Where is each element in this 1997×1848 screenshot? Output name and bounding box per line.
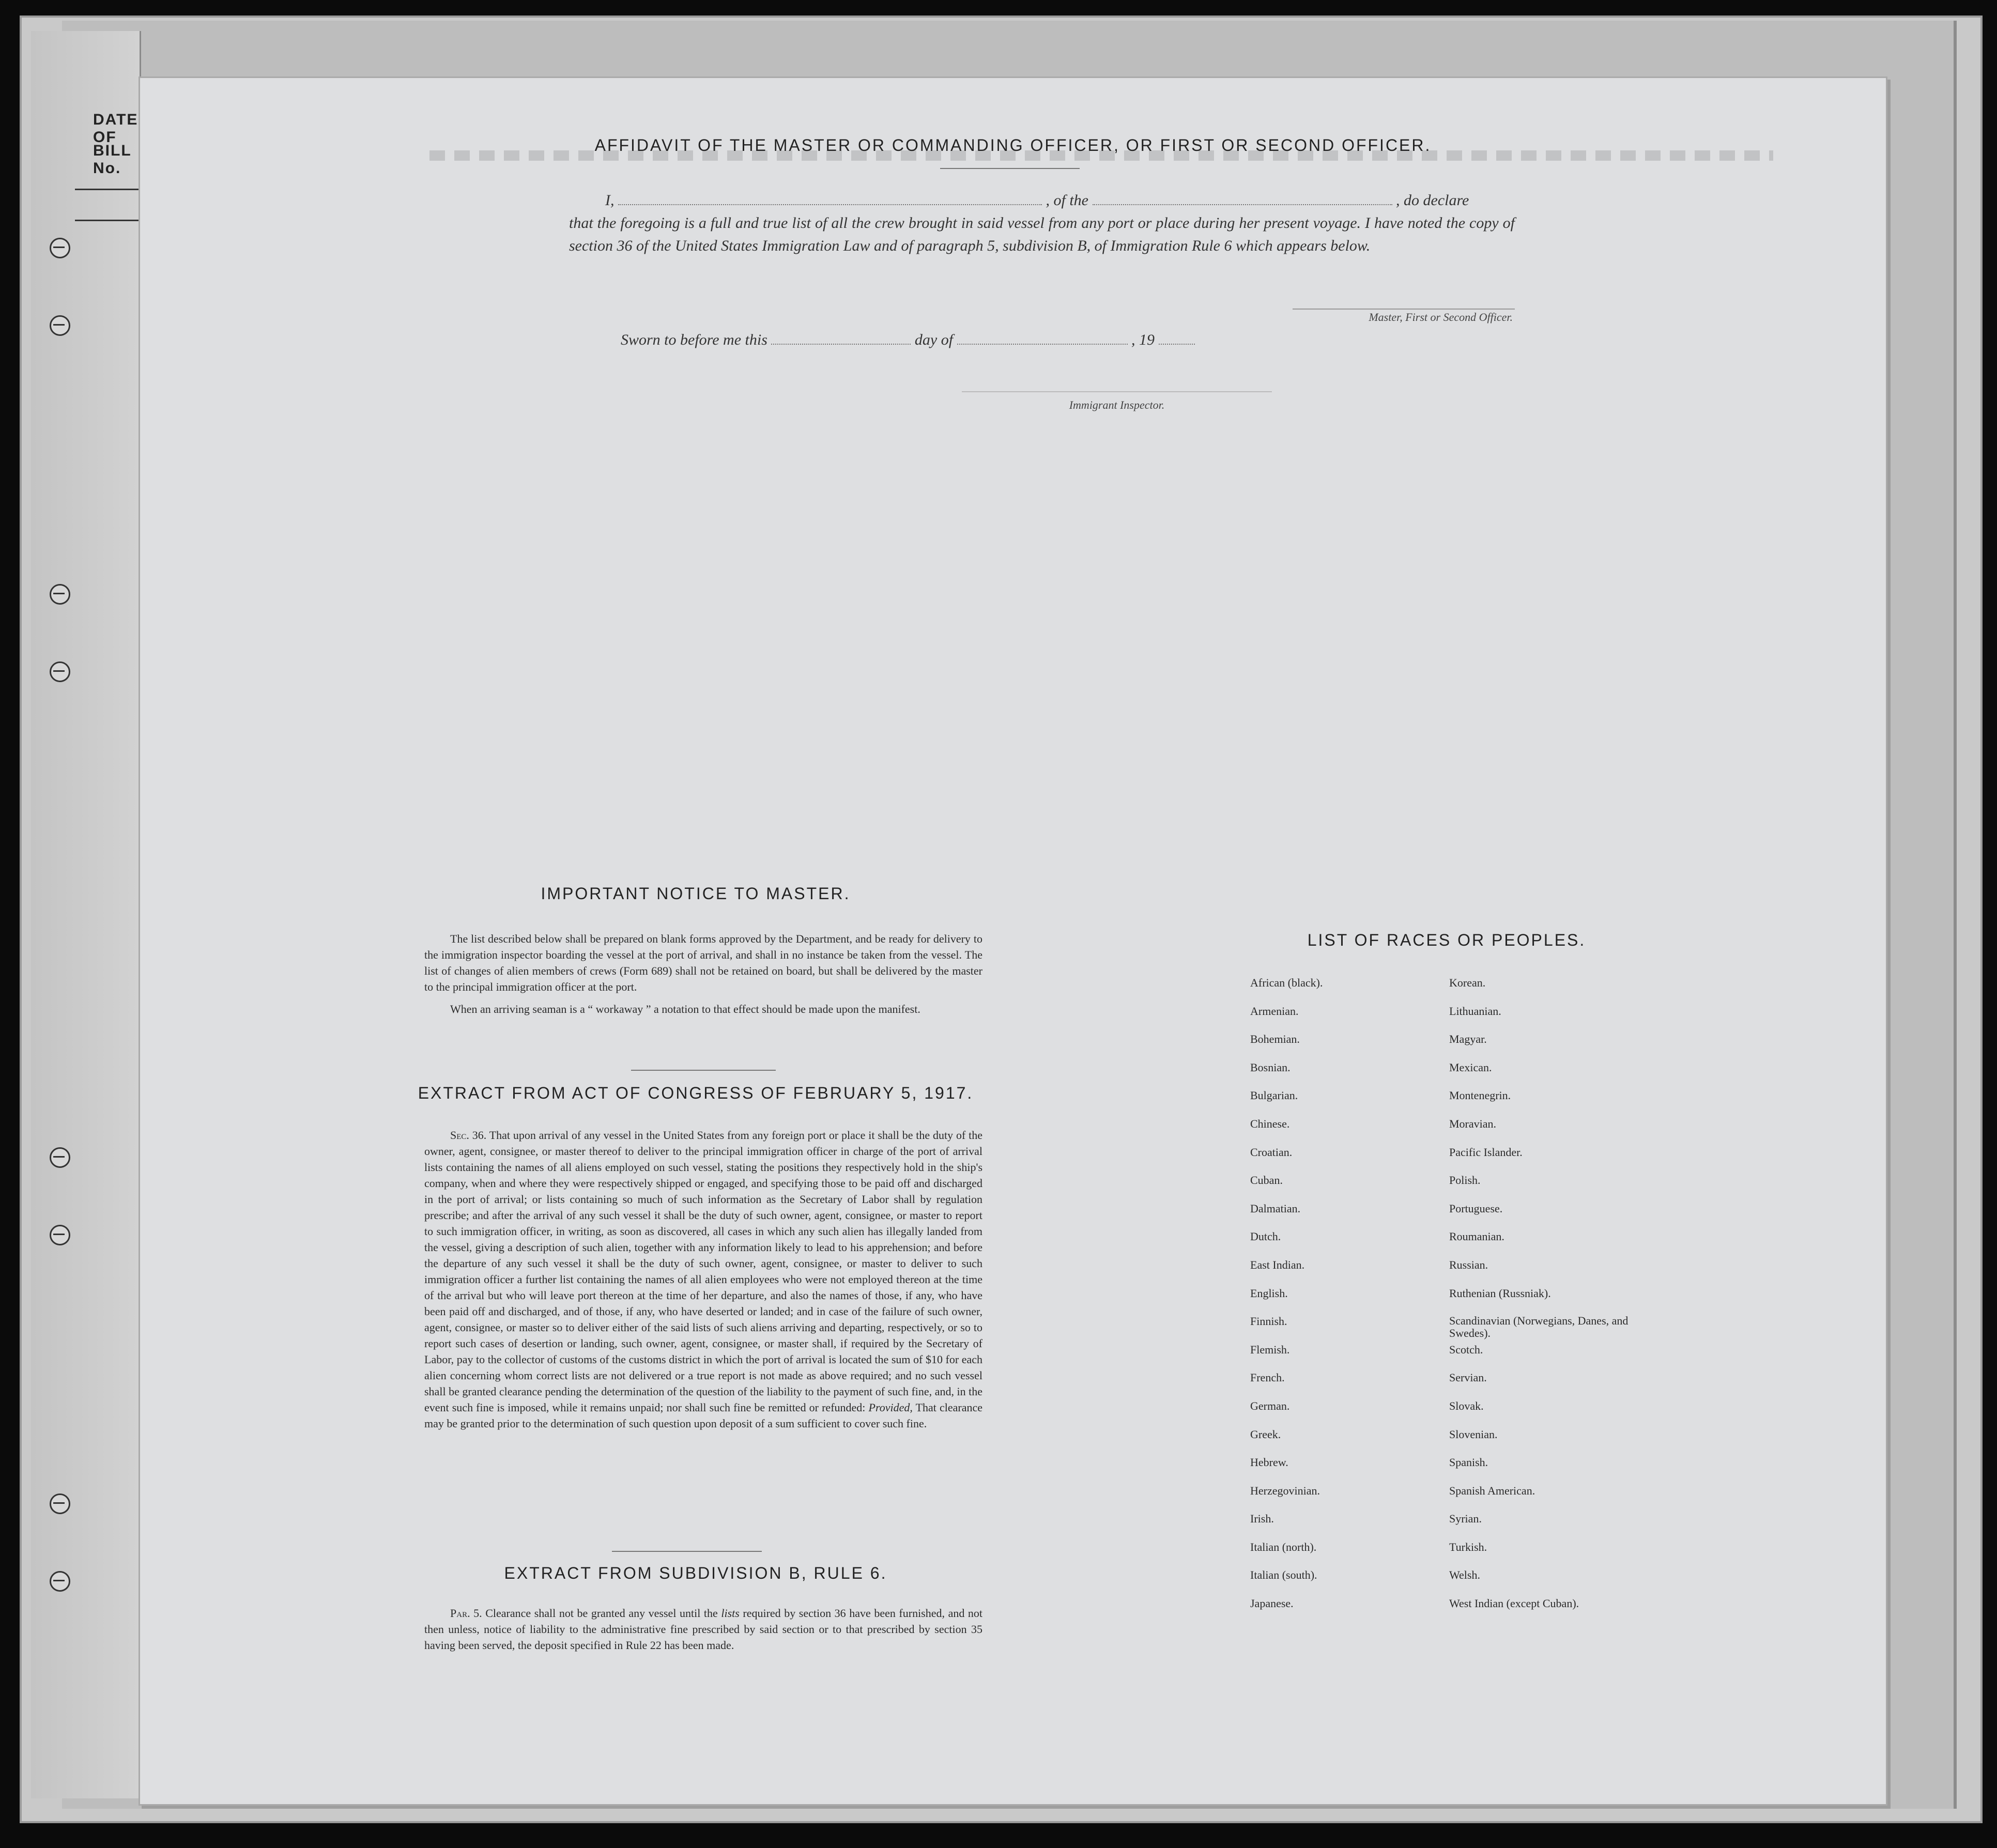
section-rule bbox=[631, 1070, 776, 1071]
par-label: Par. 5. bbox=[450, 1607, 482, 1620]
inspector-label: Immigrant Inspector. bbox=[1069, 398, 1165, 411]
margin-label-bill: BILL No. bbox=[93, 142, 132, 177]
provided-label: Provided, bbox=[868, 1401, 913, 1414]
race-item: Spanish American. bbox=[1449, 1484, 1535, 1497]
race-item: Mexican. bbox=[1449, 1060, 1492, 1074]
race-item: Croatian. bbox=[1250, 1145, 1293, 1159]
race-item: Dutch. bbox=[1250, 1230, 1281, 1243]
race-item: East Indian. bbox=[1250, 1258, 1305, 1271]
sworn-month-field[interactable] bbox=[957, 331, 1128, 345]
race-item: Polish. bbox=[1449, 1174, 1481, 1187]
par-text-a: Clearance shall not be granted any vessel until the bbox=[485, 1607, 718, 1620]
punch-hole-icon bbox=[50, 238, 70, 258]
act-title: EXTRACT FROM ACT OF CONGRESS OF FEBRUARY 5, 1917. bbox=[418, 1084, 974, 1102]
race-item: Magyar. bbox=[1449, 1033, 1487, 1046]
race-item: Portuguese. bbox=[1449, 1202, 1503, 1215]
race-item: German. bbox=[1250, 1399, 1290, 1412]
race-item: Montenegrin. bbox=[1449, 1089, 1511, 1102]
binding-margin bbox=[31, 31, 141, 1798]
race-item: Chinese. bbox=[1250, 1117, 1290, 1130]
race-item: Dalmatian. bbox=[1250, 1202, 1301, 1215]
races-column-2 bbox=[1449, 976, 1635, 1625]
race-item: Slovenian. bbox=[1449, 1427, 1498, 1441]
race-item: Slovak. bbox=[1449, 1399, 1484, 1412]
race-item: Spanish. bbox=[1449, 1456, 1488, 1469]
notice-title: IMPORTANT NOTICE TO MASTER. bbox=[541, 884, 851, 903]
race-item: Bohemian. bbox=[1250, 1033, 1300, 1046]
sworn-mid: day of bbox=[914, 331, 954, 348]
race-item: Korean. bbox=[1449, 976, 1486, 989]
rule-title: EXTRACT FROM SUBDIVISION B, RULE 6. bbox=[504, 1564, 887, 1582]
race-item: Italian (north). bbox=[1250, 1540, 1317, 1553]
punch-hole-icon bbox=[50, 1147, 70, 1168]
race-item: Irish. bbox=[1250, 1512, 1274, 1526]
title-rule bbox=[940, 168, 1080, 169]
race-item: Servian. bbox=[1449, 1371, 1487, 1384]
race-item: Scotch. bbox=[1449, 1343, 1483, 1356]
race-item: Russian. bbox=[1449, 1258, 1488, 1271]
race-item: Finnish. bbox=[1250, 1315, 1287, 1328]
section-text: That upon arrival of any vessel in the United States from any foreign port or place it shall be the duty of the owner, agent, consignee, or master thereof to deliver to the principal immigration officer in charge of the port of arrival lists containing the names of all aliens employed on such vessel, stating the positions they respectively hold in the ship's company, when and where they were respectively shipped or engaged, and specifying those to be paid off and discharged in the port of arrival; or lists containing so much of such information as the Secretary of Labor shall by regulation prescribe; and after the arrival of any such vessel it shall be the duty of such owner, agent, consignee, or master to report to such immigration officer, in writing, as soon as discovered, all cases in which any such alien has illegally landed from the vessel, giving a description of such alien, together with any information likely to lead to his apprehension; and before the departure of any such vessel it shall be the duty of such owner, agent, consignee, or master to deliver to such immigration officer a further list containing the names of all alien employees who were not employed thereon at the time of the arrival but who will leave port thereon at the time of her departure, and also the names of those, if any, who have been paid off and discharged, and of those, if any, who have deserted or landed; and in case of the failure of such owner, agent, consignee, or master so to deliver either of the said lists of such aliens arriving and departing, respectively, or so to report such cases of desertion or landing, such owner, agent, consignee, or master shall, if required by the Secretary of Labor, pay to the collector of customs of the customs district in which the port of arrival is located the sum of $10 for each alien concerning whom correct lists are not delivered or a true report is not made as above required; and no such vessel shall be granted clearance pending the determination of the question of the liability to the payment of such fine, and, in the event such fine is imposed, while it remains unpaid; nor shall such fine be remitted or refunded: bbox=[424, 1129, 982, 1414]
declaration-prefix: I, bbox=[605, 192, 615, 209]
notice-paragraph: The list described below shall be prepared on blank forms approved by the Department, and be ready for delivery to the immigration inspector boarding the vessel at the port of arrival, and shall in no instance be taken from the vessel. The list of changes of alien members of crews (Form 689) shall not be retained on board, but shall be delivered by the master to the principal immigration officer at the port. bbox=[424, 932, 982, 993]
race-item: West Indian (except Cuban). bbox=[1449, 1597, 1579, 1610]
sworn-line bbox=[621, 329, 1396, 351]
sworn-prefix: Sworn to before me this bbox=[621, 331, 767, 348]
declaration-body: that the foregoing is a full and true list of all the crew brought in said vessel from any port or place during her present voyage. I have noted the copy of section 36 of the United States Immigration Law and of paragraph 5, subdivision B, of Immigration Rule 6 which appears below. bbox=[569, 214, 1515, 254]
act-section bbox=[424, 1127, 982, 1431]
declaration-mid: , of the bbox=[1046, 192, 1088, 209]
punch-hole-icon bbox=[50, 1571, 70, 1592]
race-item: Hebrew. bbox=[1250, 1456, 1288, 1469]
inspector-line[interactable] bbox=[962, 391, 1272, 392]
margin-rule bbox=[75, 220, 142, 221]
par-lists: lists bbox=[721, 1607, 740, 1620]
race-item: Flemish. bbox=[1250, 1343, 1290, 1356]
race-item: Greek. bbox=[1250, 1427, 1281, 1441]
par-text-b: required by section 36 have been furnished, and not then unless, notice of liability to the administrative fine prescribed by said section or to that prescribed by section 35 having been served, the deposit specified in Rule 22 has been made. bbox=[424, 1607, 983, 1652]
race-item: Cuban. bbox=[1250, 1174, 1283, 1187]
notice-paragraph: When an arriving seaman is a “ workaway ” a notation to that effect should be made upon the manifest. bbox=[450, 1003, 920, 1015]
document-page bbox=[139, 76, 1887, 1806]
name-field[interactable] bbox=[618, 192, 1042, 205]
notice-body bbox=[424, 931, 982, 1023]
affidavit-declaration bbox=[569, 189, 1515, 257]
race-item: Bulgarian. bbox=[1250, 1089, 1298, 1102]
punch-hole-icon bbox=[50, 315, 70, 336]
race-item: Scandinavian (Norwegians, Danes, and Swedes). bbox=[1449, 1314, 1629, 1340]
section-tail: That clearance may be granted prior to the determination of such question upon deposit of a sum sufficient to cover such fine. bbox=[424, 1401, 983, 1430]
punch-hole-icon bbox=[50, 1493, 70, 1514]
declaration-suffix: , do declare bbox=[1396, 192, 1469, 209]
punch-hole-icon bbox=[50, 1225, 70, 1245]
race-item: Roumanian. bbox=[1449, 1230, 1504, 1243]
race-item: Armenian. bbox=[1250, 1004, 1299, 1018]
race-item: Welsh. bbox=[1449, 1568, 1480, 1582]
sworn-day-field[interactable] bbox=[771, 331, 911, 345]
sworn-year: , 19 bbox=[1131, 331, 1155, 348]
signature-line[interactable] bbox=[1293, 309, 1515, 310]
races-title: LIST OF RACES OR PEOPLES. bbox=[1307, 931, 1586, 949]
section-label: Sec. 36. bbox=[450, 1129, 487, 1142]
race-item: African (black). bbox=[1250, 976, 1323, 989]
rule-body bbox=[424, 1605, 982, 1659]
race-item: Italian (south). bbox=[1250, 1568, 1317, 1582]
race-item: French. bbox=[1250, 1371, 1285, 1384]
race-item: Turkish. bbox=[1449, 1540, 1487, 1553]
margin-rule bbox=[75, 189, 142, 190]
punch-hole-icon bbox=[50, 661, 70, 682]
race-item: Lithuanian. bbox=[1449, 1004, 1501, 1018]
signature-label: Master, First or Second Officer. bbox=[1369, 311, 1513, 324]
race-item: Pacific Islander. bbox=[1449, 1145, 1523, 1159]
race-item: Bosnian. bbox=[1250, 1060, 1291, 1074]
vessel-field[interactable] bbox=[1093, 192, 1392, 205]
races-column-1 bbox=[1250, 976, 1436, 1625]
section-rule bbox=[612, 1551, 762, 1552]
act-body bbox=[424, 1127, 982, 1438]
rule-paragraph bbox=[424, 1605, 982, 1653]
race-item: Herzegovinian. bbox=[1250, 1484, 1320, 1497]
affidavit-title: AFFIDAVIT OF THE MASTER OR COMMANDING OFFICER, OR FIRST OR SECOND OFFICER. bbox=[594, 136, 1432, 155]
race-item: Moravian. bbox=[1449, 1117, 1497, 1130]
race-item: Ruthenian (Russniak). bbox=[1449, 1286, 1551, 1300]
race-item: Syrian. bbox=[1449, 1512, 1482, 1526]
margin-label-date: DATE OF bbox=[93, 111, 139, 146]
race-item: Japanese. bbox=[1250, 1597, 1294, 1610]
punch-hole-icon bbox=[50, 584, 70, 605]
sworn-year-field[interactable] bbox=[1159, 331, 1195, 345]
race-item: English. bbox=[1250, 1286, 1288, 1300]
